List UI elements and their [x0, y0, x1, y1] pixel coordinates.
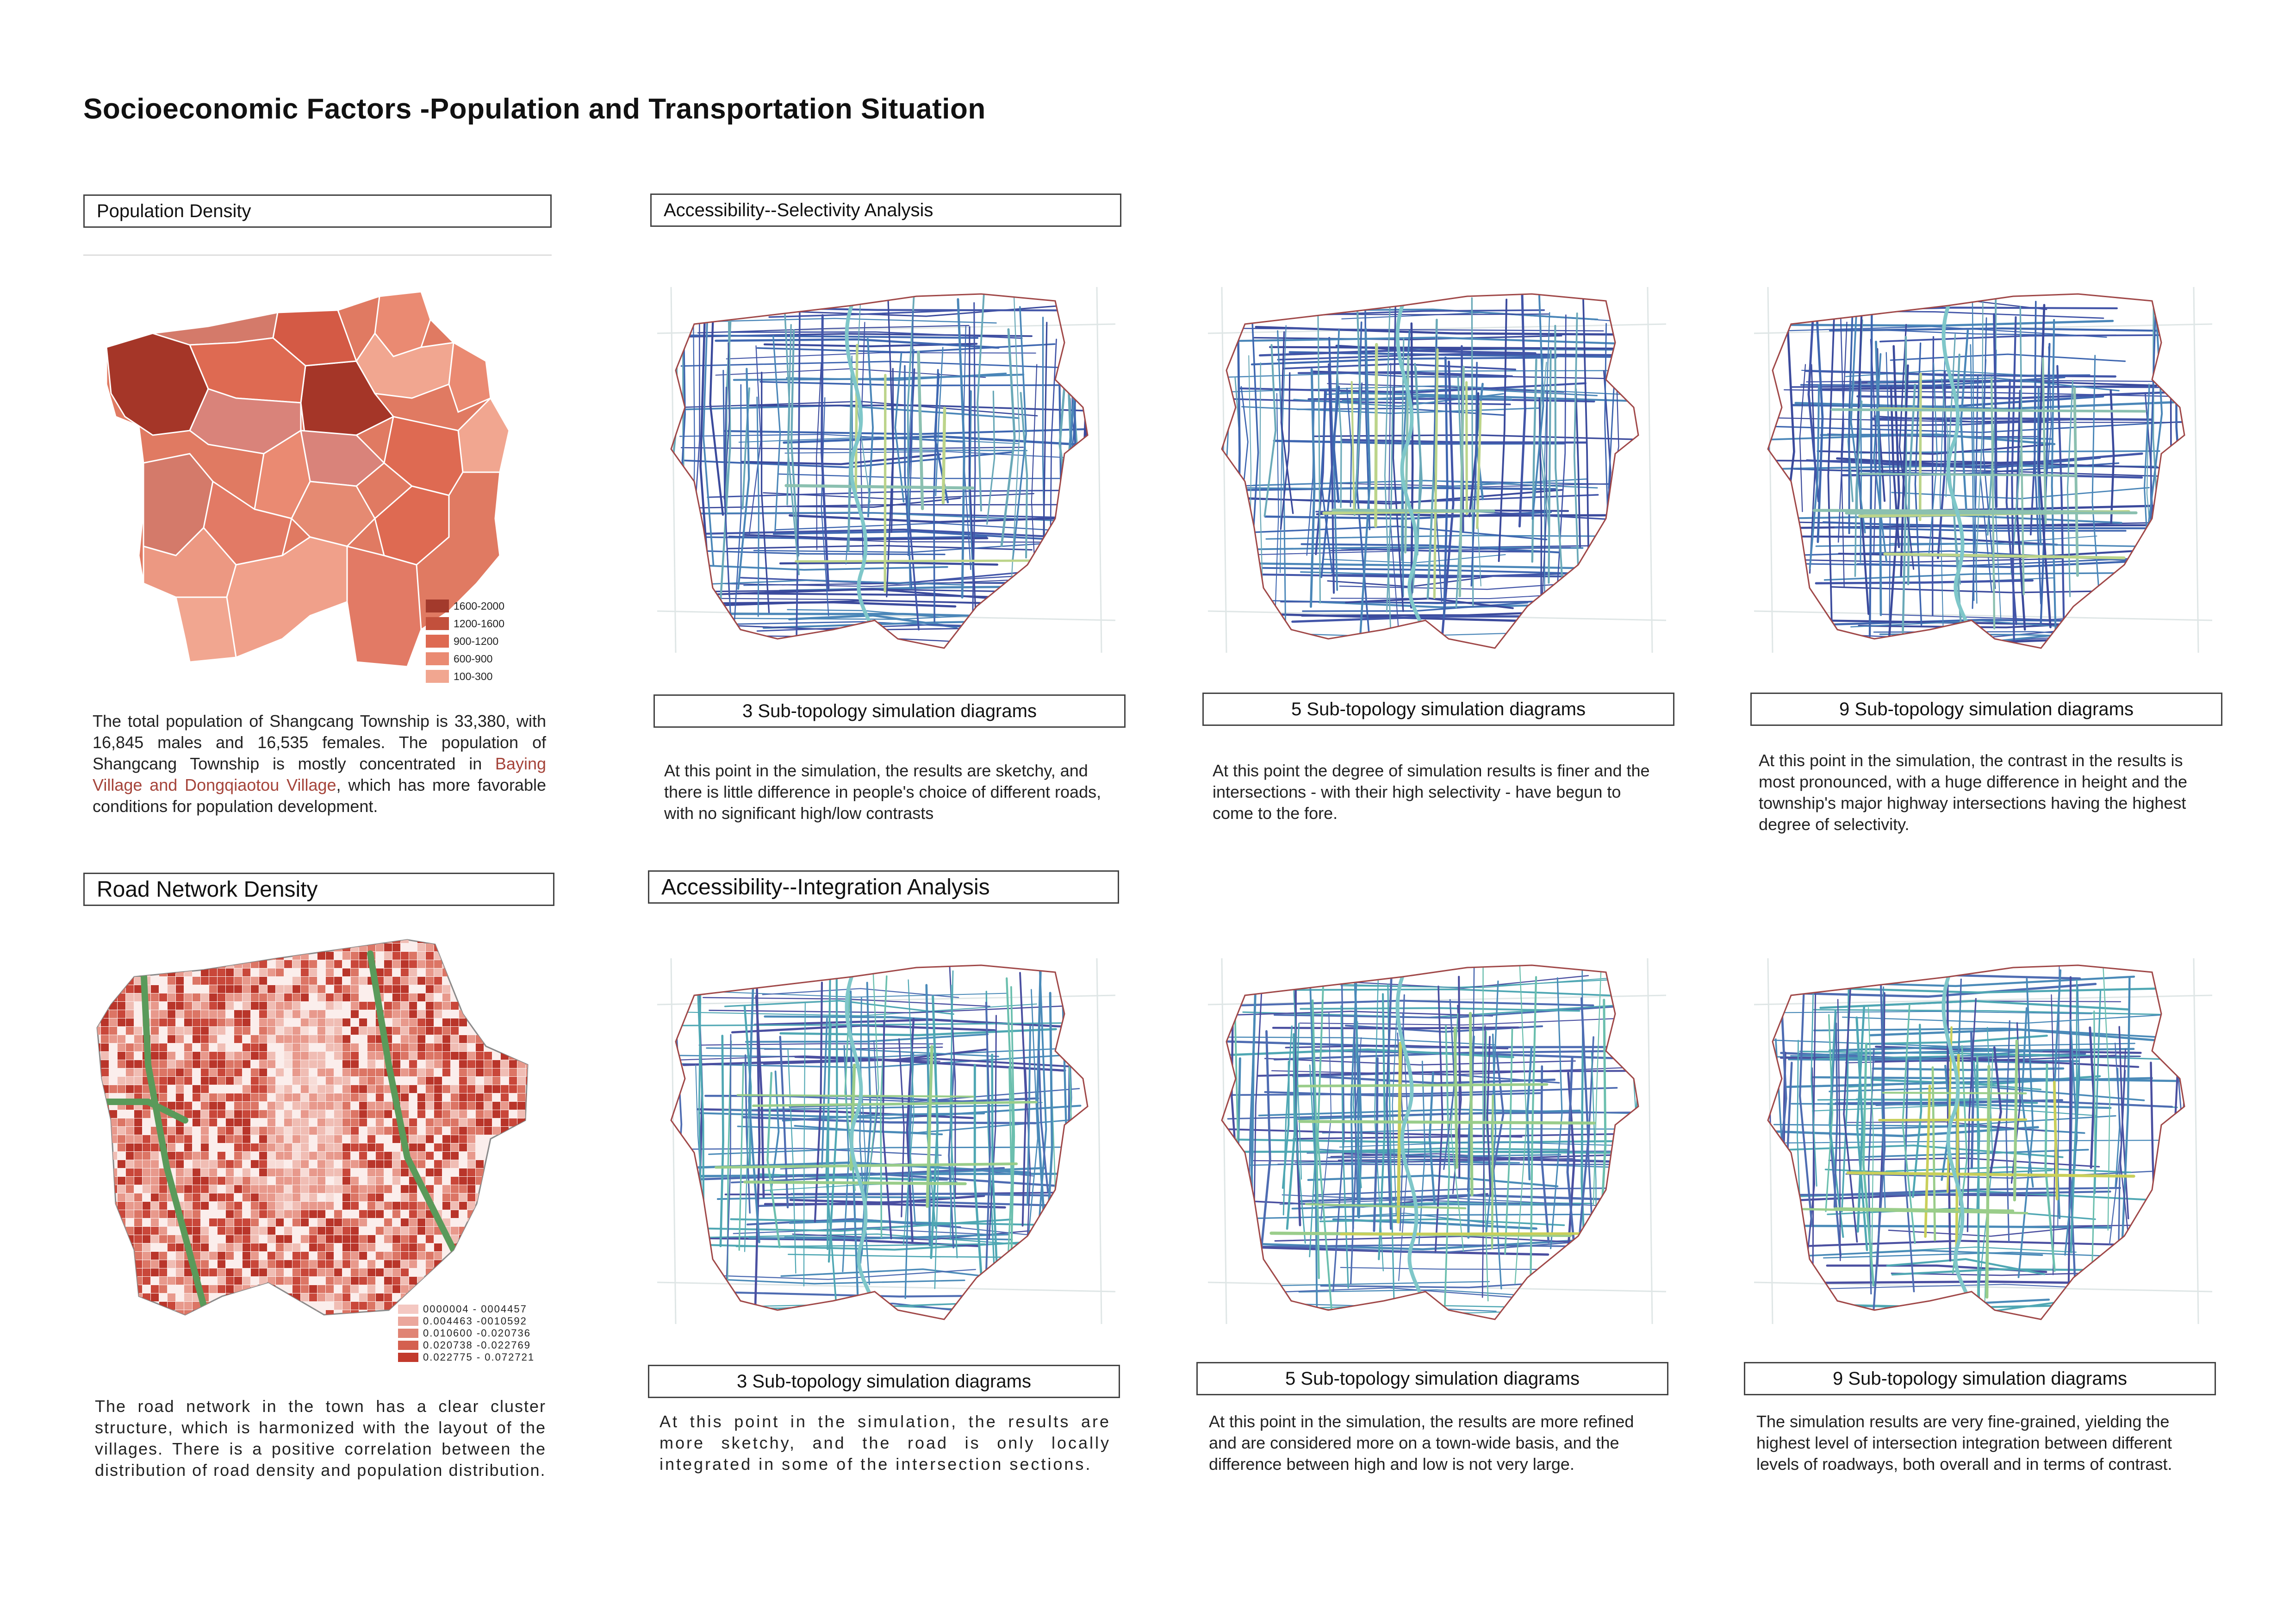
page-title: Socioeconomic Factors -Population and Transportation Situation: [83, 93, 986, 125]
road-density-legend: [398, 1303, 535, 1363]
selectivity-map-3: [657, 287, 1115, 653]
legend-label: 900-1200: [454, 635, 499, 647]
legend-swatch: [426, 652, 449, 665]
legend-swatch: [398, 1329, 418, 1338]
legend-item: [398, 1327, 535, 1339]
road-density-map: [83, 926, 537, 1329]
integration-caption-5: 5 Sub-topology simulation diagrams: [1196, 1362, 1668, 1395]
legend-swatch: [398, 1305, 418, 1314]
integration-map-5: [1208, 958, 1666, 1324]
legend-swatch: [398, 1353, 418, 1362]
legend-label: 100-300: [454, 670, 493, 682]
legend-swatch: [426, 600, 449, 612]
legend-label: 0.020738 -0.022769: [423, 1339, 531, 1351]
integration-text-9: The simulation results are very fine-grained, yielding the highest level of intersection integration between different levels of roadways, both overall and in terms of contrast.: [1756, 1412, 2172, 1474]
legend-label: 0.022775 - 0.072721: [423, 1351, 535, 1363]
legend-label: 0000004 - 0004457: [423, 1303, 527, 1315]
legend-label: 600-900: [454, 652, 493, 665]
legend-label: 1200-1600: [454, 617, 504, 630]
selectivity-map-9: [1754, 287, 2212, 653]
road-density-label: Road Network Density: [83, 873, 554, 906]
integration-caption-3: 3 Sub-topology simulation diagrams: [648, 1365, 1120, 1398]
legend-item: [426, 632, 504, 650]
integration-map-3: [657, 958, 1115, 1324]
legend-swatch: [426, 670, 449, 683]
selectivity-caption-9: 9 Sub-topology simulation diagrams: [1750, 693, 2222, 726]
legend-swatch: [426, 617, 449, 630]
selectivity-caption-3: 3 Sub-topology simulation diagrams: [653, 694, 1126, 728]
integration-map-9: [1754, 958, 2212, 1324]
population-description: The total population of Shangcang Township is 33,380, with 16,845 males and 16,535 females. The population of Shangcang Township is mostly concentrated in Baying Village and Dongqiaotou Village, which has more favorable conditions for population development.: [93, 712, 546, 816]
legend-swatch: [398, 1341, 418, 1350]
integration-text-5: At this point in the simulation, the results are more refined and are considered more on a town-wide basis, and the difference between high and low is not very large.: [1209, 1412, 1634, 1474]
section-divider: [83, 255, 552, 256]
legend-label: 0.010600 -0.020736: [423, 1327, 531, 1339]
legend-item: [398, 1339, 535, 1351]
legend-label: 0.004463 -0010592: [423, 1315, 527, 1327]
legend-item: [398, 1351, 535, 1363]
selectivity-label: Accessibility--Selectivity Analysis: [650, 194, 1121, 227]
road-density-description: The road network in the town has a clear cluster structure, which is harmonized with the layout of the villages. There is a positive correlation between the distribution of road density and population distribution.: [95, 1397, 546, 1480]
legend-item: [398, 1315, 535, 1327]
legend-item: [426, 668, 504, 685]
selectivity-caption-5: 5 Sub-topology simulation diagrams: [1202, 693, 1674, 726]
legend-label: 1600-2000: [454, 600, 504, 612]
highlighted-villages: Baying Village and Dongqiaotou Village: [93, 754, 546, 794]
selectivity-text-9: At this point in the simulation, the contrast in the results is most pronounced, with a huge difference in height and the township's major highway intersections having the highest degree of selectivity.: [1759, 751, 2187, 834]
population-density-label: Population Density: [83, 194, 552, 228]
integration-text-3: At this point in the simulation, the results are more sketchy, and the road is only locally integrated in some of the intersection sections.: [660, 1412, 1111, 1474]
legend-swatch: [398, 1317, 418, 1326]
legend-item: [426, 615, 504, 632]
legend-item: [398, 1303, 535, 1315]
legend-item: [426, 597, 504, 615]
selectivity-text-3: At this point in the simulation, the results are sketchy, and there is little difference in people's choice of different roads, with no significant high/low contrasts: [664, 761, 1101, 823]
population-legend: [426, 597, 504, 685]
legend-item: [426, 650, 504, 668]
integration-caption-9: 9 Sub-topology simulation diagrams: [1744, 1362, 2216, 1395]
integration-label: Accessibility--Integration Analysis: [648, 870, 1119, 904]
legend-swatch: [426, 635, 449, 648]
selectivity-map-5: [1208, 287, 1666, 653]
selectivity-text-5: At this point the degree of simulation results is finer and the intersections - with their high selectivity - have begun to come to the fore.: [1213, 761, 1650, 823]
